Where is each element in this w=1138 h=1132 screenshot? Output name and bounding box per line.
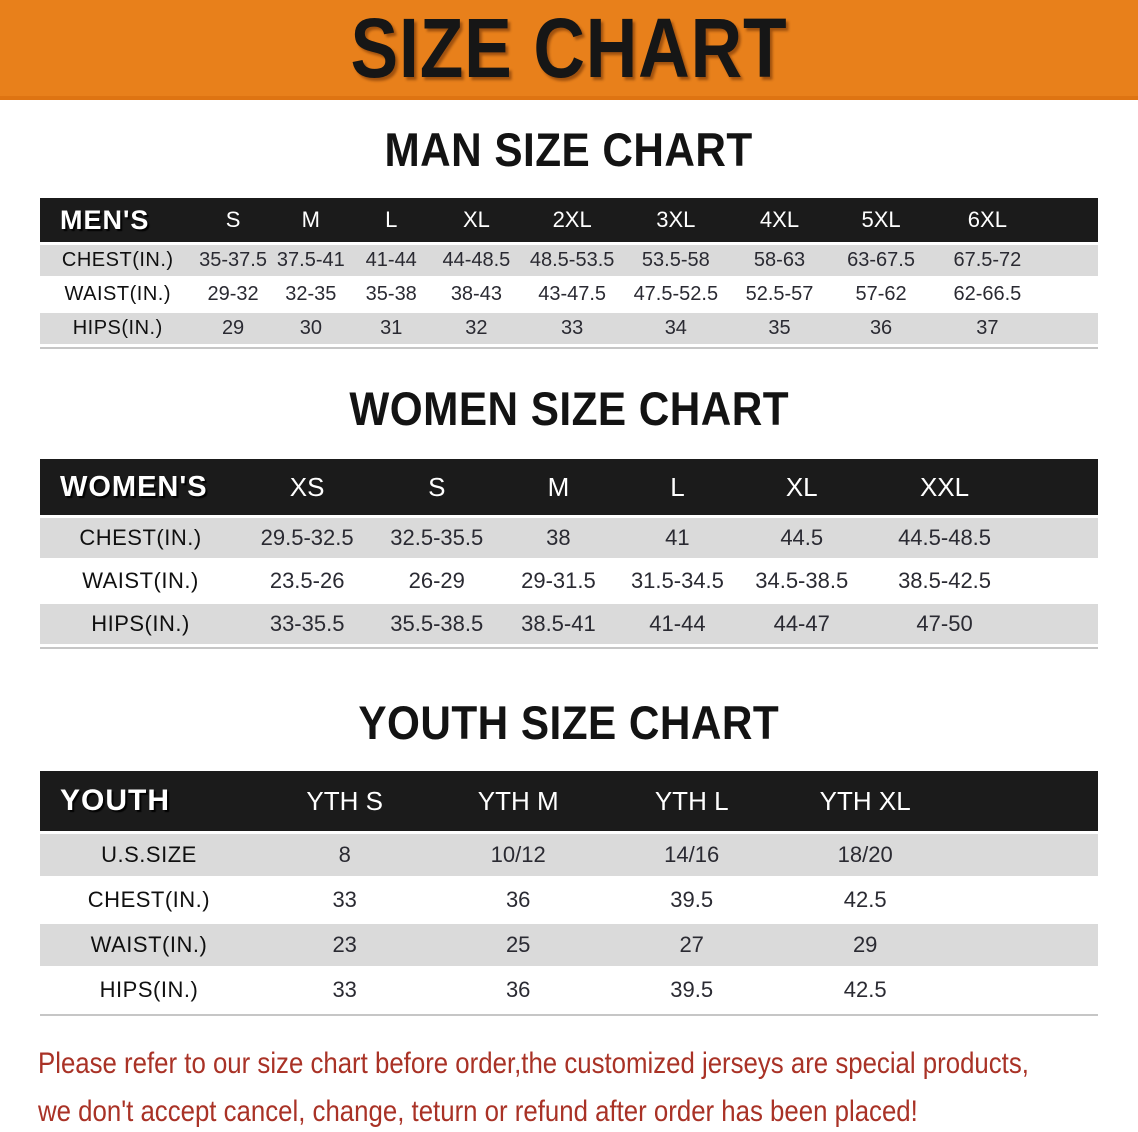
section-heading-text: YOUTH SIZE CHART (358, 696, 780, 749)
measurement-value: 44.5-48.5 (865, 518, 1024, 558)
size-column-header: YTH M (431, 771, 605, 831)
row-spacer (1024, 518, 1098, 558)
size-column-header: S (196, 198, 271, 242)
measurement-value: 33 (521, 313, 623, 344)
size-column-header: XXL (865, 459, 1024, 515)
row-spacer (952, 834, 1098, 876)
row-label: WAIST(IN.) (40, 561, 241, 601)
measurement-value: 37.5-41 (271, 245, 351, 276)
size-column-header: S (373, 459, 500, 515)
header-spacer (1024, 459, 1098, 515)
size-column-header: YTH XL (778, 771, 952, 831)
section-heading (0, 122, 1138, 177)
measurement-value: 32.5-35.5 (373, 518, 500, 558)
size-section (0, 381, 1138, 649)
size-section (0, 122, 1138, 349)
measurement-value: 35.5-38.5 (373, 604, 500, 644)
measurement-value: 52.5-57 (729, 279, 831, 310)
measurement-row (40, 313, 1098, 344)
measurement-value: 33 (258, 879, 432, 921)
measurement-value: 32-35 (271, 279, 351, 310)
row-label: WAIST(IN.) (40, 279, 196, 310)
measurement-value: 35 (729, 313, 831, 344)
sections (0, 122, 1138, 1016)
measurement-row (40, 245, 1098, 276)
size-column-header: M (500, 459, 616, 515)
row-label: HIPS(IN.) (40, 313, 196, 344)
measurement-row (40, 969, 1098, 1011)
size-column-header: YTH S (258, 771, 432, 831)
row-spacer (1024, 604, 1098, 644)
measurement-value: 29 (778, 924, 952, 966)
measurement-row (40, 561, 1098, 601)
table-header-row (40, 459, 1098, 515)
size-column-header: YTH L (605, 771, 779, 831)
measurement-value: 38.5-41 (500, 604, 616, 644)
measurement-row (40, 879, 1098, 921)
section-heading (0, 381, 1138, 436)
size-table (40, 768, 1098, 1016)
measurement-value: 29 (196, 313, 271, 344)
size-column-header: XS (241, 459, 373, 515)
measurement-value: 41 (617, 518, 739, 558)
header-spacer (952, 771, 1098, 831)
row-label: CHEST(IN.) (40, 879, 258, 921)
size-column-header: 6XL (932, 198, 1043, 242)
measurement-value: 43-47.5 (521, 279, 623, 310)
table-group-label: YOUTH (40, 771, 258, 831)
row-label: CHEST(IN.) (40, 518, 241, 558)
row-spacer (1024, 561, 1098, 601)
size-table (40, 456, 1098, 649)
measurement-value: 33 (258, 969, 432, 1011)
measurement-value: 32 (431, 313, 521, 344)
measurement-value: 39.5 (605, 879, 779, 921)
measurement-value: 67.5-72 (932, 245, 1043, 276)
row-label: U.S.SIZE (40, 834, 258, 876)
measurement-value: 44-48.5 (431, 245, 521, 276)
table-group-label: WOMEN'S (40, 459, 241, 515)
measurement-value: 38 (500, 518, 616, 558)
measurement-value: 29-31.5 (500, 561, 616, 601)
measurement-value: 37 (932, 313, 1043, 344)
measurement-value: 41-44 (351, 245, 431, 276)
table-header-row (40, 771, 1098, 831)
disclaimer-line-1: Please refer to our size chart before order,the customized jerseys are special products, (38, 1047, 1029, 1080)
size-section (0, 695, 1138, 1016)
measurement-value: 14/16 (605, 834, 779, 876)
size-column-header: 3XL (623, 198, 729, 242)
size-column-header: 2XL (521, 198, 623, 242)
measurement-value: 35-38 (351, 279, 431, 310)
row-spacer (952, 969, 1098, 1011)
measurement-value: 57-62 (830, 279, 932, 310)
measurement-value: 35-37.5 (196, 245, 271, 276)
measurement-value: 58-63 (729, 245, 831, 276)
size-column-header: 4XL (729, 198, 831, 242)
measurement-value: 23.5-26 (241, 561, 373, 601)
size-column-header: XL (431, 198, 521, 242)
measurement-value: 53.5-58 (623, 245, 729, 276)
measurement-value: 8 (258, 834, 432, 876)
measurement-value: 38.5-42.5 (865, 561, 1024, 601)
measurement-value: 36 (431, 969, 605, 1011)
table-header-row (40, 198, 1098, 242)
row-spacer (1043, 279, 1098, 310)
measurement-value: 31 (351, 313, 431, 344)
size-table (40, 195, 1098, 349)
row-spacer (952, 879, 1098, 921)
measurement-value: 41-44 (617, 604, 739, 644)
measurement-row (40, 924, 1098, 966)
measurement-value: 38-43 (431, 279, 521, 310)
measurement-value: 63-67.5 (830, 245, 932, 276)
measurement-value: 42.5 (778, 879, 952, 921)
row-label: HIPS(IN.) (40, 969, 258, 1011)
row-spacer (1043, 245, 1098, 276)
size-column-header: XL (738, 459, 865, 515)
measurement-value: 48.5-53.5 (521, 245, 623, 276)
row-label: WAIST(IN.) (40, 924, 258, 966)
measurement-value: 34 (623, 313, 729, 344)
size-column-header: L (617, 459, 739, 515)
measurement-value: 42.5 (778, 969, 952, 1011)
measurement-value: 18/20 (778, 834, 952, 876)
banner (0, 0, 1138, 100)
measurement-value: 10/12 (431, 834, 605, 876)
measurement-value: 36 (431, 879, 605, 921)
measurement-value: 44.5 (738, 518, 865, 558)
measurement-value: 47-50 (865, 604, 1024, 644)
measurement-value: 62-66.5 (932, 279, 1043, 310)
measurement-row (40, 518, 1098, 558)
row-spacer (952, 924, 1098, 966)
measurement-row (40, 834, 1098, 876)
size-column-header: 5XL (830, 198, 932, 242)
measurement-value: 29.5-32.5 (241, 518, 373, 558)
table-group-label: MEN'S (40, 198, 196, 242)
row-label: HIPS(IN.) (40, 604, 241, 644)
size-column-header: L (351, 198, 431, 242)
measurement-value: 23 (258, 924, 432, 966)
section-heading-text: WOMEN SIZE CHART (349, 382, 789, 435)
measurement-value: 47.5-52.5 (623, 279, 729, 310)
measurement-value: 39.5 (605, 969, 779, 1011)
row-spacer (1043, 313, 1098, 344)
header-spacer (1043, 198, 1098, 242)
measurement-row (40, 279, 1098, 310)
measurement-value: 30 (271, 313, 351, 344)
disclaimer-line-2: we don't accept cancel, change, teturn or refund after order has been placed! (38, 1095, 918, 1128)
measurement-value: 29-32 (196, 279, 271, 310)
measurement-value: 25 (431, 924, 605, 966)
measurement-value: 36 (830, 313, 932, 344)
size-column-header: M (271, 198, 351, 242)
footer-disclaimer (0, 1040, 1138, 1132)
measurement-value: 27 (605, 924, 779, 966)
banner-title: SIZE CHART (350, 1, 788, 95)
section-heading (0, 695, 1138, 750)
measurement-row (40, 604, 1098, 644)
section-heading-text: MAN SIZE CHART (384, 123, 754, 176)
measurement-value: 26-29 (373, 561, 500, 601)
measurement-value: 31.5-34.5 (617, 561, 739, 601)
measurement-value: 44-47 (738, 604, 865, 644)
measurement-value: 34.5-38.5 (738, 561, 865, 601)
row-label: CHEST(IN.) (40, 245, 196, 276)
measurement-value: 33-35.5 (241, 604, 373, 644)
